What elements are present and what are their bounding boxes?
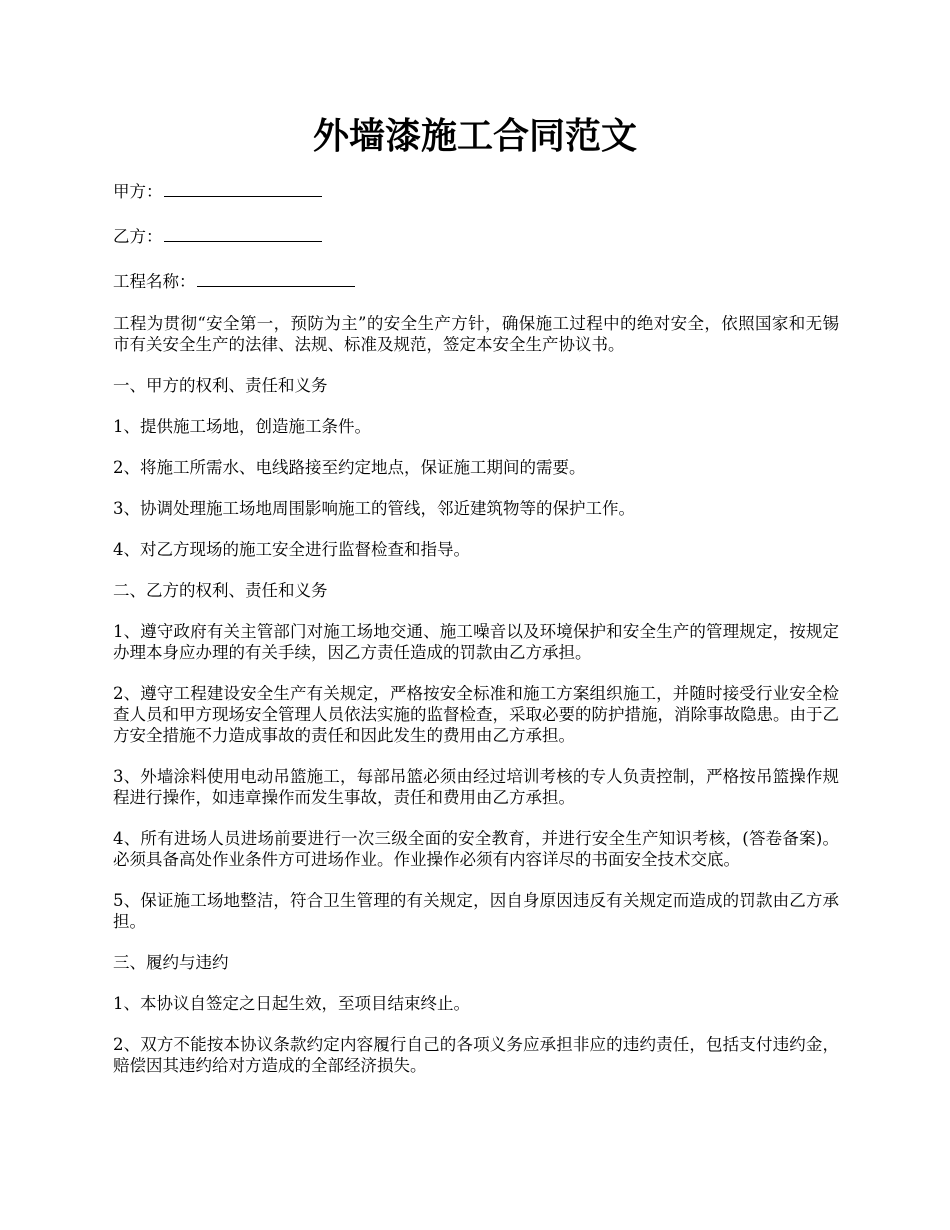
party-a-field: [113, 178, 839, 202]
document-title: 外墙漆施工合同范文: [312, 115, 637, 157]
intro-paragraph: 工程为贯彻“安全第一，预防为主”的安全生产方针，确保施工过程中的绝对安全，依照国家和无锡市有关安全生产的法律、法规、标准及规范，签定本安全生产协议书。: [113, 314, 839, 354]
clause-b-4: 4、所有进场人员进场前要进行一次三级全面的安全教育，并进行安全生产知识考核，(答卷备案)。必须具备高处作业条件方可进场作业。作业操作必须有内容详尽的书面安全技术交底。: [113, 829, 839, 869]
section-heading-performance: 三、履约与违约: [113, 953, 229, 972]
clause-b-5: 5、保证施工场地整洁，符合卫生管理的有关规定，因自身原因违反有关规定而造成的罚款由乙方承担。: [113, 891, 839, 931]
clause-b-2: 2、遵守工程建设安全生产有关规定，严格按安全标准和施工方案组织施工，并随时接受行业安全检查人员和甲方现场安全管理人员依法实施的监督检查，采取必要的防护措施，消除事故隐患。由于乙方安全措施不力造成事故的责任和因此发生的费用由乙方承担。: [113, 684, 839, 745]
project-name-label: 工程名称：: [113, 272, 196, 291]
party-b-label: 乙方：: [113, 227, 163, 246]
section-heading-party-b: 二、乙方的权利、责任和义务: [113, 581, 328, 600]
clause-a-1: 1、提供施工场地，创造施工条件。: [113, 417, 371, 436]
clause-c-2: 2、双方不能按本协议条款约定内容履行自己的各项义务应承担非应的违约责任，包括支付违约金，赔偿因其违约给对方造成的全部经济损失。: [113, 1035, 839, 1075]
clause-a-3: 3、协调处理施工场地周围影响施工的管线，邻近建筑物等的保护工作。: [113, 499, 635, 518]
party-b-field: [113, 223, 839, 247]
document-body: [113, 178, 839, 1096]
clause-b-3: 3、外墙涂料使用电动吊篮施工，每部吊篮必须由经过培训考核的专人负责控制，严格按吊篮操作规程进行操作，如违章操作而发生事故，责任和费用由乙方承担。: [113, 767, 839, 807]
clause-a-4: 4、对乙方现场的施工安全进行监督检查和指导。: [113, 540, 470, 559]
clause-b-1: 1、遵守政府有关主管部门对施工场地交通、施工噪音以及环境保护和安全生产的管理规定，按规定办理本身应办理的有关手续，因乙方责任造成的罚款由乙方承担。: [113, 622, 839, 662]
party-b-blank: [164, 223, 322, 242]
clause-a-2: 2、将施工所需水、电线路接至约定地点，保证施工期间的需要。: [113, 458, 586, 477]
party-a-blank: [164, 178, 322, 197]
party-a-label: 甲方：: [113, 182, 163, 201]
clause-c-1: 1、本协议自签定之日起生效，至项目结束终止。: [113, 994, 470, 1013]
project-name-blank: [197, 268, 355, 287]
project-name-field: [113, 268, 839, 292]
section-heading-party-a: 一、甲方的权利、责任和义务: [113, 376, 328, 395]
